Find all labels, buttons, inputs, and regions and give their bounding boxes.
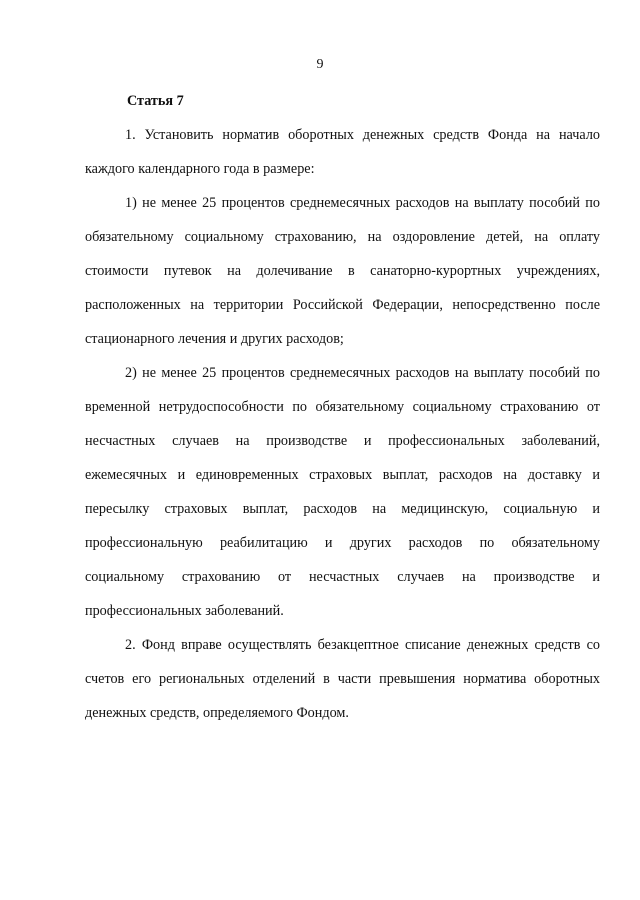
paragraph-1-item-2: 2) не менее 25 процентов среднемесячных расходов на выплату пособий по временной нетрудоспособности по обязательному социальному страхованию от несчастных случаев на производстве и профессиональных заболеваний, ежемесячных и единовременных страховых выплат, расходов на доставку и пересылку страховых выплат, расходов на медицинскую, социальную и профессиональную реабилитацию и других расходов по обязательному социальному страхованию от несчастных случаев на производстве и профессиональных заболеваний. — [85, 365, 600, 619]
paragraph-2: 2. Фонд вправе осуществлять безакцептное списание денежных средств со счетов его региональных отделений в части превышения норматива оборотных денежных средств, определяемого Фондом. — [85, 637, 600, 721]
paragraph-1-item-1: 1) не менее 25 процентов среднемесячных расходов на выплату пособий по обязательному социальному страхованию, на оздоровление детей, на оплату стоимости путевок на долечивание в санаторно-курортных учреждениях, расположенных на территории Российской Федерации, непосредственно после стационарного лечения и других расходов; — [85, 195, 600, 347]
article-title: Статья 7 — [127, 93, 184, 109]
article-body — [85, 84, 600, 730]
paragraph-1: 1. Установить норматив оборотных денежных средств Фонда на начало каждого календарного года в размере: — [85, 127, 600, 177]
page-number: 9 — [316, 57, 324, 72]
